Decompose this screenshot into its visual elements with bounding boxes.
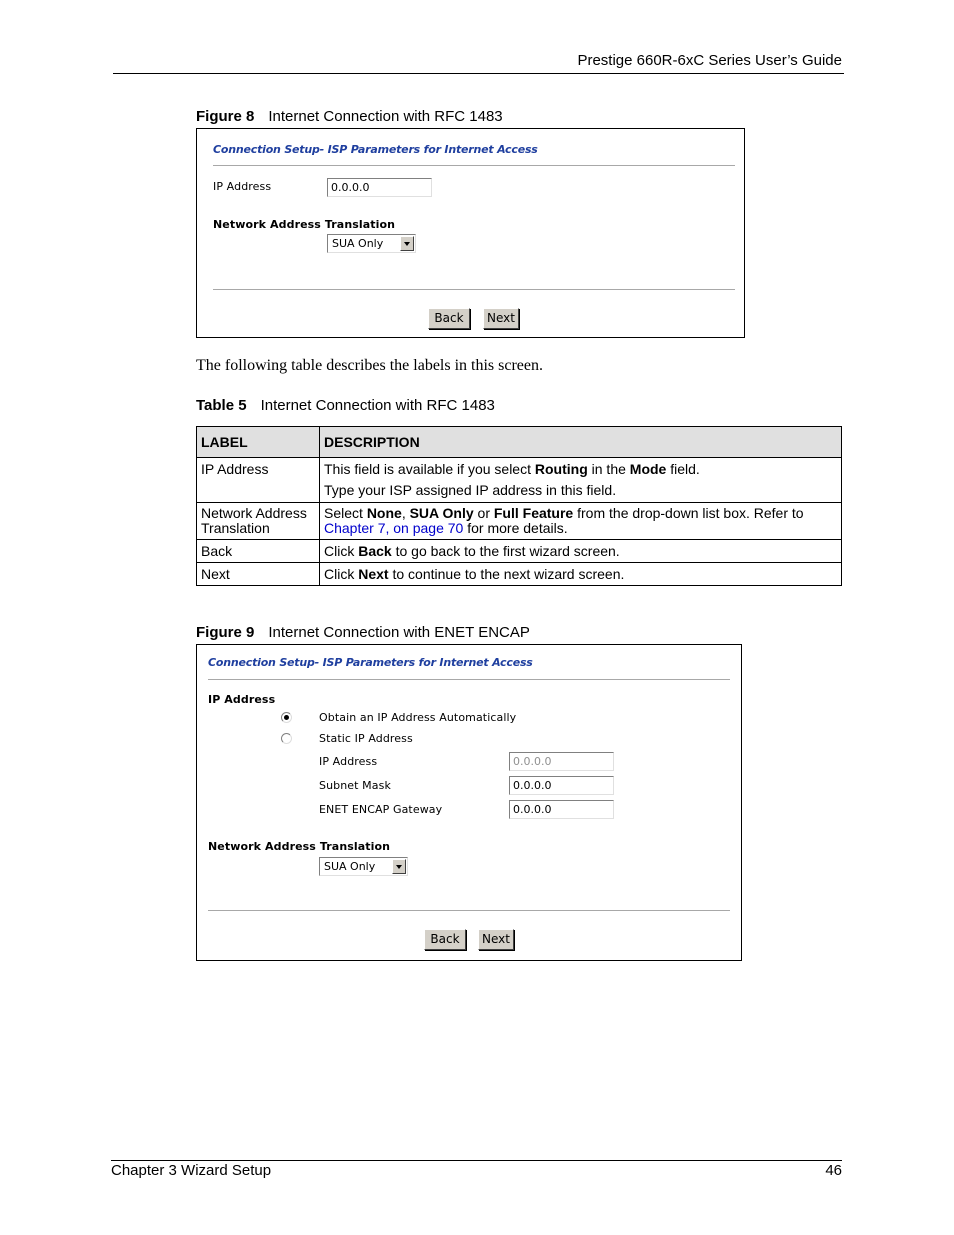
figure9-next-button[interactable]: Next [478, 929, 514, 950]
table-row [197, 540, 842, 563]
figure8-ip-label: IP Address [213, 180, 272, 193]
footer-chapter: Chapter 3 Wizard Setup [111, 1162, 272, 1179]
figure8-screenshot [196, 128, 745, 338]
footer-rule [111, 1160, 842, 1161]
col-label-header: LABEL [197, 427, 320, 458]
figure8-caption [196, 108, 503, 125]
table-header-row [197, 427, 842, 458]
figure8-nat-select[interactable] [327, 234, 416, 253]
chapter7-link[interactable]: Chapter 7, on page 70 [324, 520, 464, 536]
gateway-label: ENET ENCAP Gateway [319, 803, 443, 816]
row-label: IP Address [197, 458, 320, 503]
row-label: Back [197, 540, 320, 563]
gateway-input[interactable]: 0.0.0.0 [509, 800, 614, 819]
figure8-ip-input[interactable]: 0.0.0.0 [327, 178, 432, 197]
figure9-nat-value: SUA Only [324, 860, 376, 873]
figure8-screen-title: Connection Setup- ISP Parameters for Internet Access [213, 143, 538, 156]
subnet-mask-input[interactable]: 0.0.0.0 [509, 776, 614, 795]
figure9-ip-label: IP Address [319, 755, 378, 768]
figure8-caption-number: Figure 8 [196, 108, 255, 125]
radio-obtain-automatically-label: Obtain an IP Address Automatically [319, 711, 517, 724]
table-row [197, 458, 842, 503]
guide-title: Prestige 660R-6xC Series User’s Guide [577, 52, 842, 69]
figure8-nat-label: Network Address Translation [213, 218, 396, 231]
chevron-down-icon[interactable] [400, 236, 414, 251]
figure9-nat-label: Network Address Translation [208, 840, 391, 853]
row-description: Select None, SUA Only or Full Feature from the drop-down list box. Refer to Chapter 7, on page 70 for more details. [320, 503, 842, 540]
figure9-bottom-divider [208, 910, 730, 912]
table-row [197, 563, 842, 586]
chevron-down-icon[interactable] [392, 859, 406, 874]
radio-static-ip[interactable] [281, 733, 292, 744]
table5-caption-number: Table 5 [196, 397, 247, 414]
subnet-mask-label: Subnet Mask [319, 779, 391, 792]
row-description: Click Next to continue to the next wizard screen. [320, 563, 842, 586]
figure9-back-button[interactable]: Back [424, 929, 466, 950]
figure9-ip-section-label: IP Address [208, 693, 276, 706]
figure8-bottom-divider [213, 289, 735, 291]
table-row [197, 503, 842, 540]
radio-static-ip-label: Static IP Address [319, 732, 413, 745]
figure9-caption [196, 624, 530, 641]
intro-text: The following table describes the labels in this screen. [196, 357, 544, 374]
figure9-nat-select[interactable] [319, 857, 408, 876]
figure9-top-divider [208, 679, 730, 681]
figure9-caption-text: Internet Connection with ENET ENCAP [268, 624, 530, 641]
page-number: 46 [825, 1162, 842, 1179]
figure8-caption-text: Internet Connection with RFC 1483 [268, 108, 503, 125]
row-description: This field is available if you select Routing in the Mode field. Type your ISP assigned IP address in this field. [320, 458, 842, 503]
table5-caption [196, 397, 495, 414]
table5 [196, 426, 842, 586]
radio-obtain-automatically[interactable] [281, 712, 292, 723]
row-label: Next [197, 563, 320, 586]
figure9-caption-number: Figure 9 [196, 624, 255, 641]
figure9-screen-title: Connection Setup- ISP Parameters for Internet Access [208, 656, 533, 669]
row-label: Network Address Translation [197, 503, 320, 540]
figure8-top-divider [213, 165, 735, 167]
row-description: Click Back to go back to the first wizard screen. [320, 540, 842, 563]
col-description-header: DESCRIPTION [320, 427, 842, 458]
figure8-back-button[interactable]: Back [428, 308, 470, 329]
figure8-nat-value: SUA Only [332, 237, 384, 250]
header-rule [113, 73, 844, 74]
figure9-screenshot [196, 644, 742, 961]
figure9-ip-input[interactable]: 0.0.0.0 [509, 752, 614, 771]
figure8-next-button[interactable]: Next [483, 308, 519, 329]
table5-caption-text: Internet Connection with RFC 1483 [260, 397, 495, 414]
